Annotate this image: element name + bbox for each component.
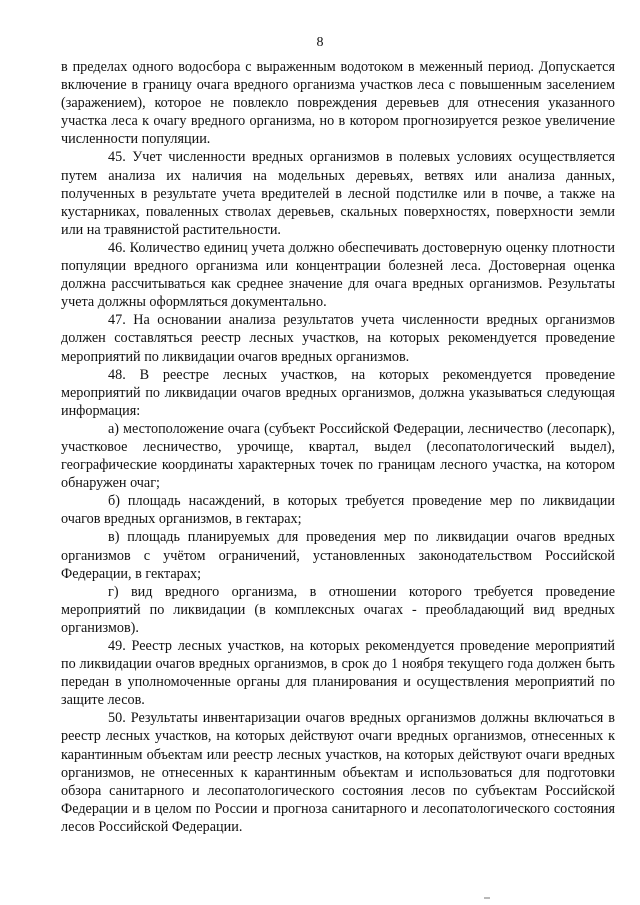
paragraph-48-item-g: г) вид вредного организма, в отношении которого требуется проведение мероприятий по ликвидации (в комплексных очагах - преобладающий вид вредных организмов). [61,583,615,636]
paragraph-45: 45. Учет численности вредных организмов в полевых условиях осуществляется путем анализа их наличия на модельных деревьях, ветвях или анализа данных, полученных в результате учета вредителей в лесной подстилке или в почве, а также на кустарниках, поваленных стволах деревьев, скальных поверхностях, поверхности земли или на травянистой растительности. [61,149,615,238]
page-number: 8 [316,35,324,50]
paragraph-continuation: в пределах одного водосбора с выраженным водотоком в меженный период. Допускается включение в границу очага вредного организма участков леса с повышенным заселением (заражением), которое не повлекло повреждения деревьев для отнесения указанного участка леса к очагу вредного организма, но в котором прогнозируется резкое увеличение численности популяции. [61,59,615,148]
paragraph-47: 47. На основании анализа результатов учета численности вредных организмов должен составляться реестр лесных участков, на которых рекомендуется проведение мероприятий по ликвидации очагов вредных организмов. [61,312,615,365]
paragraph-49: 49. Реестр лесных участков, на которых рекомендуется проведение мероприятий по ликвидации очагов вредных организмов, в срок до 1 ноября текущего года должен быть передан в уполномоченные органы для планирования и осуществления мероприятий по защите лесов. [61,638,615,709]
document-body [61,58,615,836]
paragraph-46: 46. Количество единиц учета должно обеспечивать достоверную оценку плотности популяции вредного организма или концентрации болезней леса. Достоверная оценка должна рассчитываться как среднее значение для очага вредных организмов. Результаты учета должны оформляться документально. [61,239,615,311]
paragraph-48-item-a: а) местоположение очага (субъект Российской Федерации, лесничество (лесопарк), участковое лесничество, урочище, квартал, выдел (лесопатологический выдел), географические координаты характерных точек по границам лесного участка, на котором обнаружен очаг; [61,420,615,492]
paragraph-48: 48. В реестре лесных участков, на которых рекомендуется проведение мероприятий по ликвидации очагов вредных организмов, должна указываться следующая информация: [61,366,615,419]
paragraph-48-item-v: в) площадь планируемых для проведения мер по ликвидации очагов вредных организмов с учётом ограничений, установленных законодательством Российской Федерации, в гектарах; [61,529,615,582]
scan-mark [484,897,490,899]
paragraph-48-item-b: б) площадь насаждений, в которых требуется проведение мер по ликвидации очагов вредных организмов, в гектарах; [61,493,615,528]
paragraph-50: 50. Результаты инвентаризации очагов вредных организмов должны включаться в реестр лесных участков, на которых действуют очаги вредных организмов, отнесенных к карантинным объектам или реестр лесных участков, на которых действуют очаги вредных организмов, не отнесенных к карантинным объектам и использоваться для подготовки обзора санитарного и лесопатологического состояния лесов по субъектам Российской Федерации и в целом по России и прогноза санитарного и лесопатологического состояния лесов Российской Федерации. [61,710,615,835]
